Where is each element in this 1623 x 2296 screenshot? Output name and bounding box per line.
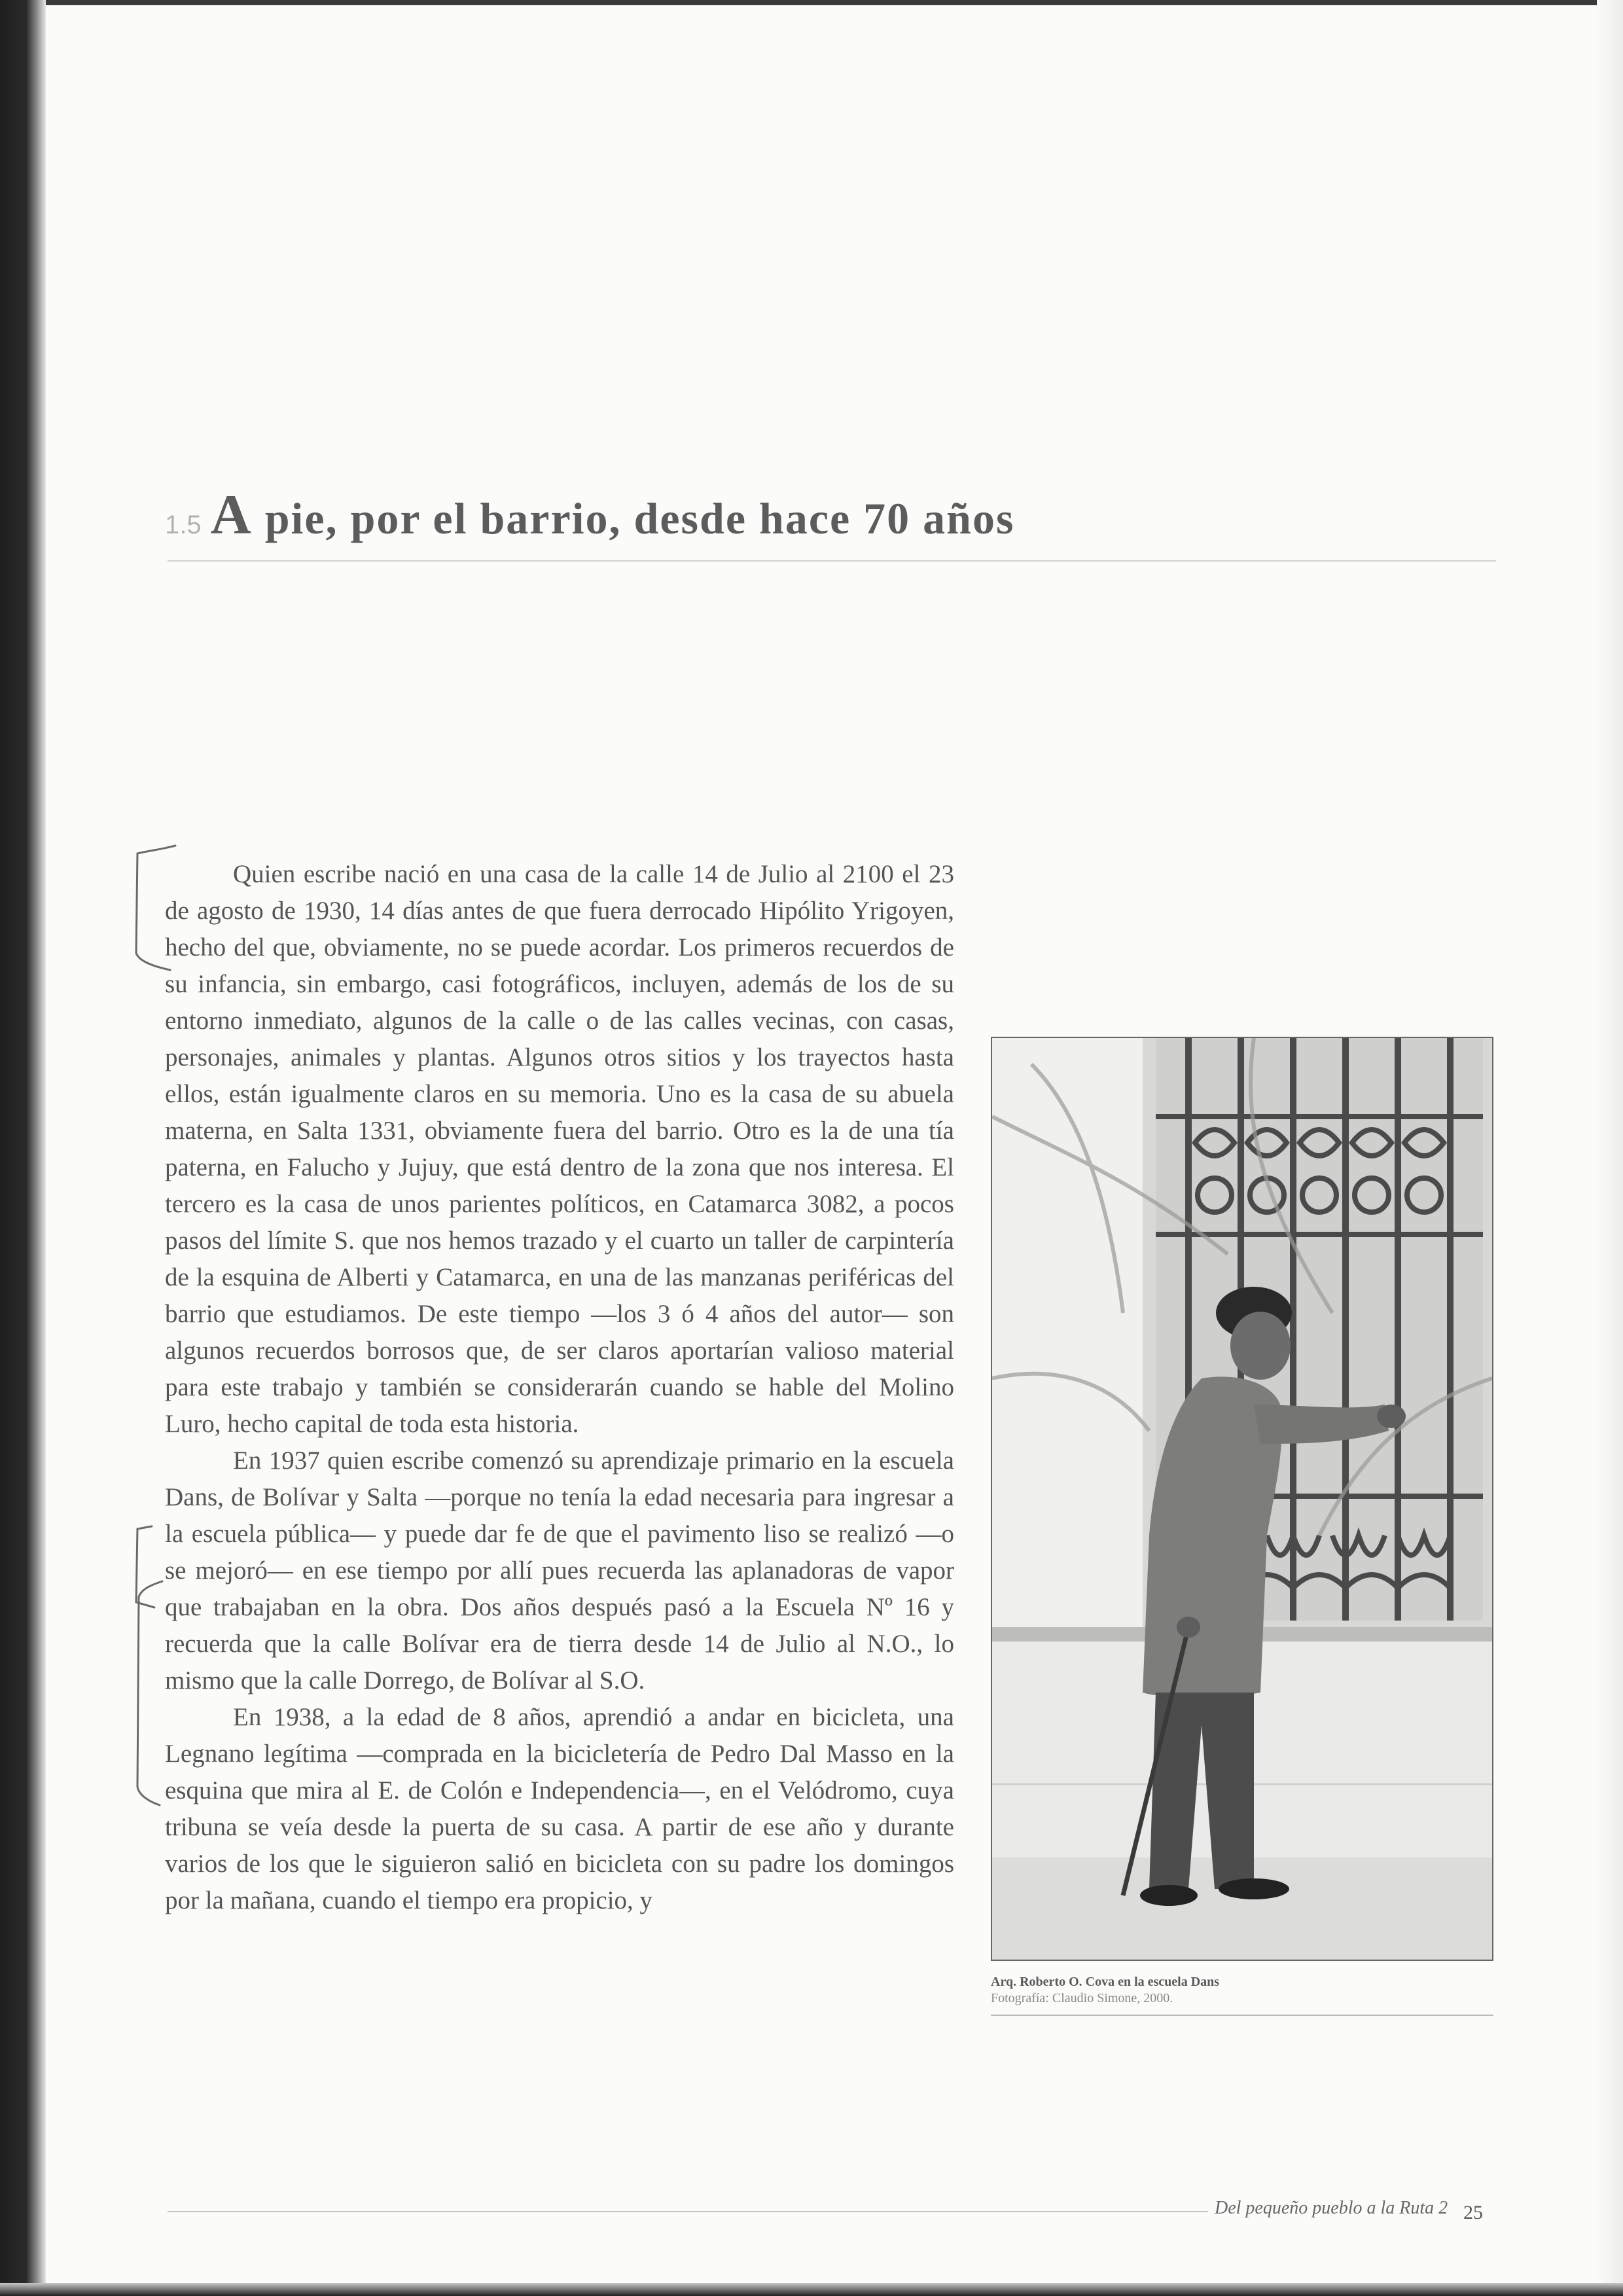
running-title: Del pequeño pueblo a la Ruta 2 xyxy=(1215,2198,1448,2218)
footer-rule xyxy=(168,2211,1208,2212)
section-heading xyxy=(165,482,1014,547)
photo-caption-credit: Fotografía: Claudio Simone, 2000. xyxy=(991,1991,1173,2005)
paragraph-2: En 1937 quien escribe comenzó su aprendizaje primario en la escuela Dans, de Bolívar y Salta —porque no tenía la edad necesaria para ingresar a la escuela pública— y puede dar fe de que el pavimento liso se realizó —o se mejoró— en ese tiempo por allí pues recuerda las aplanadoras de vapor que trabajaban en la obra. Dos años después pasó a la Escuela Nº 16 y recuerda que la calle Bolívar era de tierra desde 14 de Julio al N.O., lo mismo que la calle Dorrego, de Bolívar al S.O. xyxy=(165,1446,954,1695)
photo-caption xyxy=(991,1974,1493,2007)
scan-edge-bottom xyxy=(0,2283,1623,2296)
paragraph-1: Quien escribe nació en una casa de la calle 14 de Julio al 2100 el 23 de agosto de 1930, 14 días antes de que fuera derrocado Hipólito Yrigoyen, hecho del que, obviamente, no se puede acordar. Los primeros recuerdos de su infancia, sin embargo, casi fotográficos, incluyen, además de los de su entorno inmediato, algunos de la calle o de las calles vecinas, con casas, personajes, animales y plantas. Algunos otros sitios y los trayectos hasta ellos, están igualmente claros en su memoria. Uno es la casa de su abuela materna, en Salta 1331, obviamente fuera del barrio. Otro es la de una tía paterna, en Falucho y Jujuy, que está dentro de la zona que nos interesa. El tercero es la casa de unos parientes políticos, en Catamarca 3082, a pocos pasos del límite S. que nos hemos trazado y el cuarto un taller de carpintería de la esquina de Alberti y Catamarca, en una de las manzanas periféricas del barrio que estudiamos. De este tiempo —los 3 ó 4 años del autor— son algunos recuerdos borrosos que, de ser claros aportarían valioso material para este trabajo y también se considerarán cuando se hable del Molino Luro, hecho capital de toda esta historia. xyxy=(165,860,954,1438)
photo-caption-title: Arq. Roberto O. Cova en la escuela Dans xyxy=(991,1975,1220,1989)
caption-rule xyxy=(991,2015,1493,2016)
page-number: 25 xyxy=(1463,2202,1483,2223)
heading-rule xyxy=(168,560,1496,562)
section-title-initial: A xyxy=(210,483,253,546)
body-text xyxy=(165,856,954,1919)
scan-shadow-right xyxy=(1597,0,1623,2296)
paragraph-3: En 1938, a la edad de 8 años, aprendió a andar en bicicleta, una Legnano legítima —comprada en la bicicletería de Pedro Dal Masso en la esquina que mira al E. de Colón e Independencia—, en el Velódromo, cuya tribuna se veía desde la puerta de su casa. A partir de ese año y durante varios de los que le siguieron salió en bicicleta con su padre los domingos por la mañana, cuando el tiempo era propicio, y xyxy=(165,1703,954,1914)
scan-edge-top xyxy=(0,0,1623,5)
photo-illustration xyxy=(992,1038,1492,1960)
section-title-rest: pie, por el barrio, desde hace 70 años xyxy=(252,493,1015,543)
section-title xyxy=(210,483,1015,546)
photo-man-at-window-grille xyxy=(991,1037,1493,1961)
section-number: 1.5 xyxy=(165,511,202,539)
scan-edge-left xyxy=(0,0,46,2296)
